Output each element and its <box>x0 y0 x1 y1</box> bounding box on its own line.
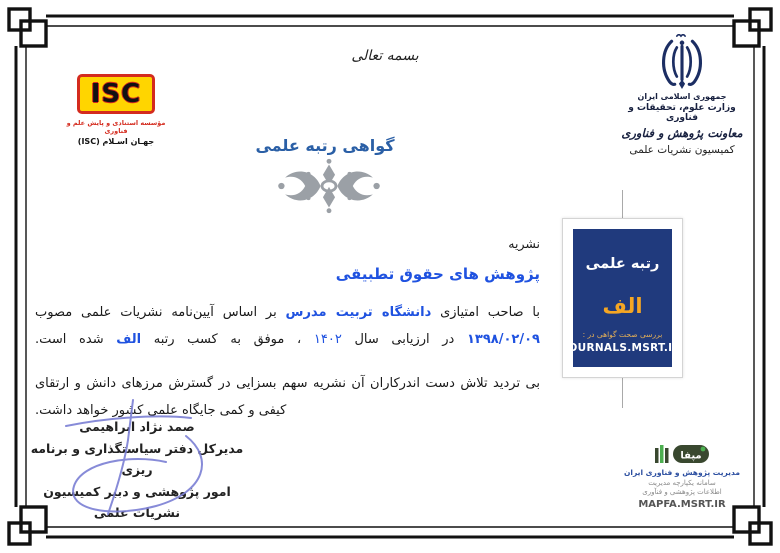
isc-acronym: ISC <box>90 79 142 109</box>
isc-islamic-world-label: جهـان اسـلام (ISC) <box>77 137 155 146</box>
ornament-flourish <box>273 158 385 214</box>
mapfa-line-3: اطلاعات پژوهشی و فنآوری <box>642 488 722 496</box>
iran-emblem-icon <box>657 34 707 90</box>
badge-grade: الف <box>602 294 643 318</box>
line2-mid-2: ، موفق به کسب رتبه <box>153 332 302 347</box>
body-paragraph2-line2: کیفی و کمی جایگاه علمی کشور خواهد داشت. <box>35 403 287 418</box>
body-line-2 <box>35 326 540 353</box>
signature-block <box>26 416 248 524</box>
mapfa-logo-icon <box>653 442 711 466</box>
line1-prefix: با صاحب امتیازی <box>440 305 540 320</box>
signatory-role-1: مدیرکل دفتر سیاستگذاری و برنامه ریزی <box>30 440 244 477</box>
body-paragraph2-line1: بی تردید تلاش دست اندرکاران آن نشریه سهم بسزایی در گسترش مرزهای دانش و ارتقای <box>35 376 540 391</box>
ministry-header-block <box>612 34 752 156</box>
certificate-title: گواهی رتبه علمی <box>255 136 395 155</box>
badge-verify-url: JOURNALS.MSRT.IR <box>564 342 681 354</box>
journal-label: نشریه <box>508 236 540 251</box>
gov-line-deputy: معاونت پژوهش و فناوری <box>621 126 743 140</box>
mapfa-url: MAPFA.MSRT.IR <box>638 499 726 510</box>
isc-institute-name: مؤسسه استنادی و پایش علم و فناوری <box>66 119 166 135</box>
rank-badge <box>564 229 681 367</box>
line2-mid-1: در ارزیابی سال <box>354 332 455 347</box>
badge-verify-label: بررسی صحت گواهی در : <box>582 330 663 339</box>
svg-text:مپفا: مپفا <box>680 450 702 462</box>
certificate-body <box>35 236 540 424</box>
line2-end: شده است. <box>35 332 104 347</box>
basmala-text: بسمه تعالی <box>351 48 419 64</box>
isc-logo-box <box>77 74 155 114</box>
isc-logo <box>56 74 176 146</box>
mapfa-line-1: مدیریت پژوهش و فناوری ایران <box>624 468 740 477</box>
grade-inline: الف <box>116 332 142 347</box>
gov-line-commission: کمیسیون نشریات علمی <box>629 144 735 156</box>
rank-badge-card <box>562 218 683 378</box>
mapfa-logo-block <box>620 442 744 510</box>
signatory-role-3: نشریات علمی <box>93 505 181 520</box>
mapfa-line-2: سامانه یکپارچه مدیریت <box>648 479 716 487</box>
gov-line-republic: جمهوری اسلامی ایران <box>637 92 727 101</box>
approval-date: ۱۳۹۸/۰۲/۰۹ <box>467 332 540 347</box>
signatory-name: صمد نژاد ابراهیمی <box>79 419 195 434</box>
evaluation-year: ۱۴۰۲ <box>313 332 342 347</box>
badge-title: رتبه علمی <box>585 256 660 272</box>
gov-line-ministry: وزارت علوم، تحقیقات و فناوری <box>628 103 736 123</box>
body-line-1 <box>35 299 540 326</box>
university-name: دانشگاه تربیت مدرس <box>285 305 432 320</box>
journal-name: پژوهش های حقوق تطبیقی <box>335 265 540 283</box>
line1-suffix: بر اساس آیین‌نامه نشریات علمی مصوب <box>35 305 277 320</box>
signatory-role-2: امور پژوهشی و دبیر کمیسیون <box>43 483 231 499</box>
